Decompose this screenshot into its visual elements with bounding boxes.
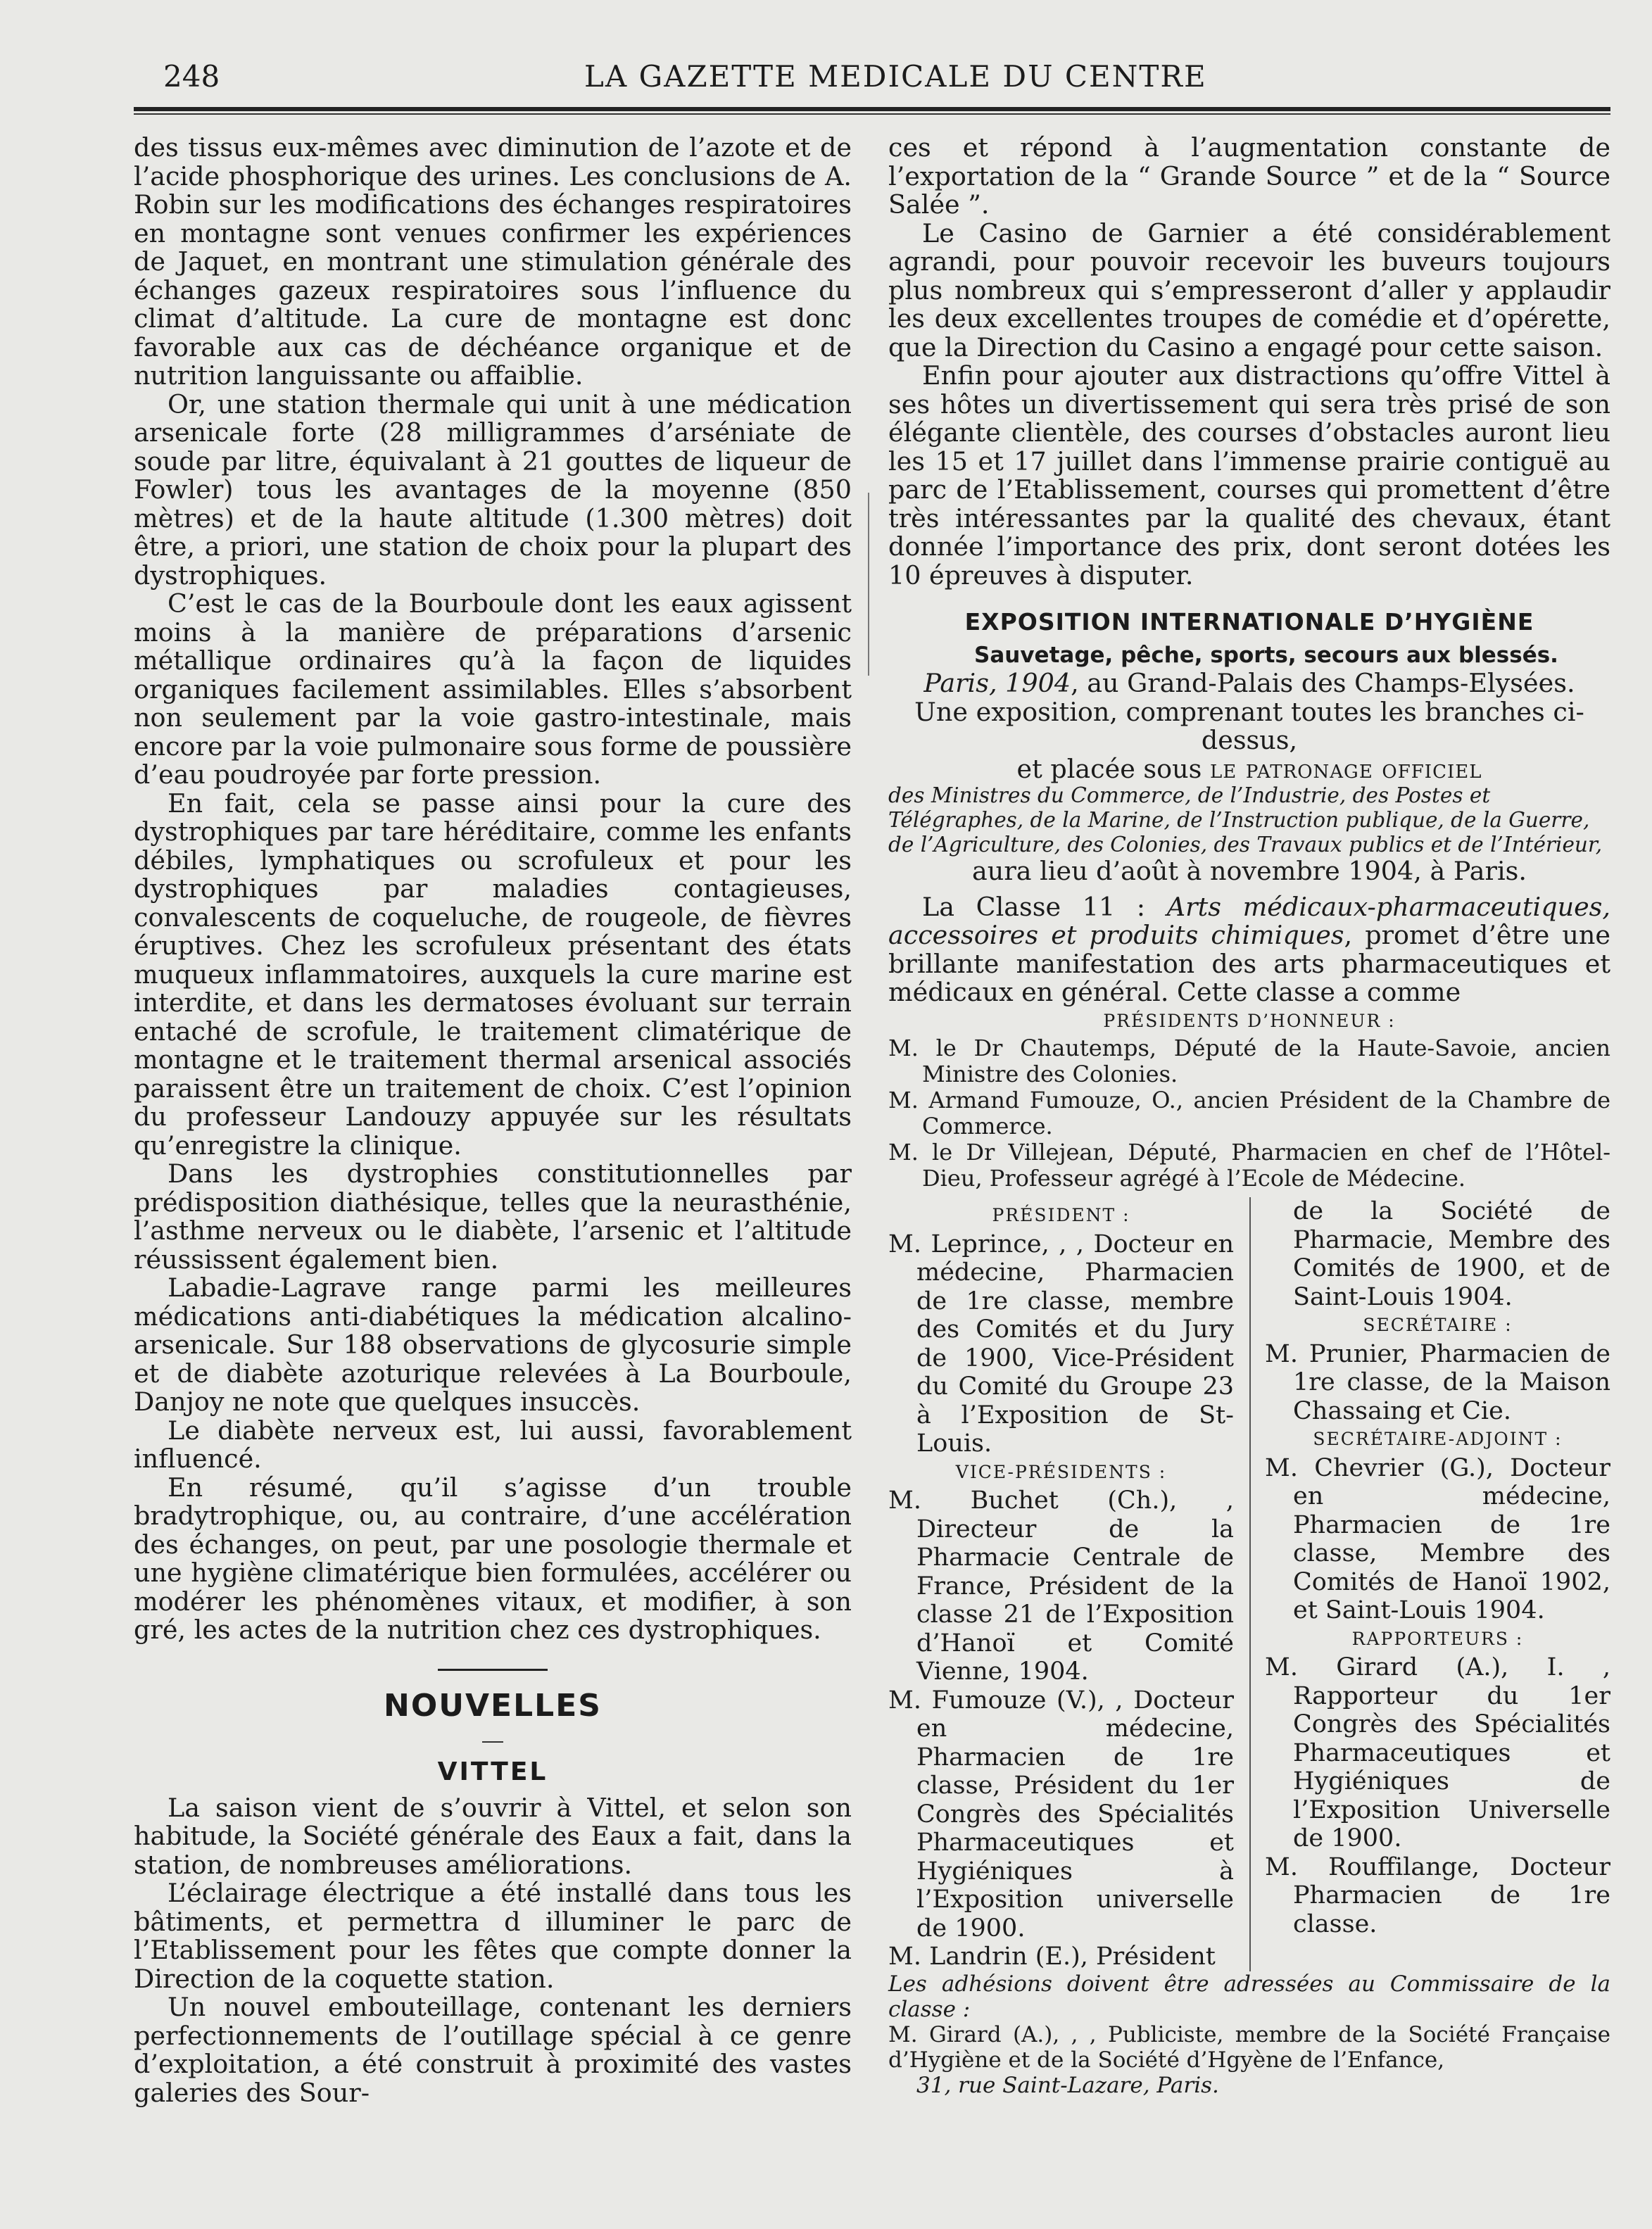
honorary-entry: M. Armand Fumouze, O., ancien Président de la Chambre de Commerce.	[888, 1087, 1610, 1139]
paragraph: Enfin pour ajouter aux distractions qu’offre Vittel à ses hôtes un divertissement qui sera très prisé de son élégante clientèle, des courses d’obstacles auront lieu les 15 et 17 juillet dans l’immense prairie contiguë au parc de l’Etablissement, courses qui promettent d’être très intéressantes par la qualité des chevaux, étant donnée l’importance des prix, dont seront dotées les 10 épreuves à disputer.	[888, 360, 1610, 591]
honorary-entry: M. le Dr Villejean, Député, Pharmacien en chef de l’Hôtel-Dieu, Professeur agrégé à l’Ecole de Médecine.	[888, 1139, 1610, 1192]
paragraph: L’éclairage électrique a été installé dans tous les bâtiments, et permettra d illuminer le parc de l’Etablissement pour les fêtes que compte donner la Direction de la coquette station.	[134, 1878, 852, 1994]
paragraph: La saison vient de s’ouvrir à Vittel, et selon son habitude, la Société générale des Eaux a fait, dans la station, de nombreuses améliorations.	[134, 1792, 852, 1880]
exposition-title: EXPOSITION INTERNATIONALE D’HYGIÈNE	[964, 608, 1534, 636]
committee-entry: M. Rouffilange, Docteur Pharmacien de 1re classe.	[1265, 1852, 1610, 1938]
adhesion-address: 31, rue Saint-Lazare, Paris.	[916, 2072, 1219, 2098]
committee-columns	[888, 1197, 1610, 1971]
section-title: NOUVELLES	[384, 1687, 602, 1724]
running-title: LA GAZETTE MEDICALE DU CENTRE	[584, 59, 1207, 94]
paragraph: des tissus eux-mêmes avec diminution de l’azote et de l’acide phosphorique des urines. Les conclusions de A. Robin sur les modifications des échanges respiratoires en montagne sont venues confirmer les expériences de Jaquet, en montrant une stimulation générale des échanges gazeux respiratoires sous l’influence du climat d’altitude. La cure de montagne est donc favorable aux cas de déchéance organique et de nutrition languissante ou affaiblie.	[134, 132, 852, 391]
committee-entry-continued: de la Société de Pharmacie, Membre des Comités de 1900, et de Saint-Louis 1904.	[1293, 1197, 1610, 1311]
column-divider	[868, 493, 869, 676]
committee-right	[1249, 1197, 1610, 1971]
committee-entry: M. Chevrier (G.), Docteur en médecine, Pharmacien de 1re classe, Membre des Comités de Hanoï 1902, et Saint-Louis 1904.	[1265, 1453, 1610, 1624]
adhesion-text: M. Girard (A.), , , Publiciste, membre de la Société Française d’Hygiène et de la Société d’Hgyène de l’Enfance,	[888, 2021, 1610, 2073]
section-separator	[438, 1669, 548, 1671]
role-heading: SECRÉTAIRE-ADJOINT :	[1313, 1429, 1563, 1449]
header-rule	[134, 107, 1610, 111]
paragraph: Or, une station thermale qui unit à une médication arsenicale forte (28 milligrammes d’arséniate de soude par litre, équivalant à 21 gouttes de liqueur de Fowler) tous les avantages de la moyenne (850 mètres) et de la haute altitude (1.300 mètres) doit être, a priori, une station de choix pour la plupart des dystrophiques.	[134, 389, 852, 591]
committee-entry: M. Prunier, Pharmacien de 1re classe, de la Maison Chassaing et Cie.	[1265, 1339, 1610, 1425]
exposition-date: aura lieu d’août à novembre 1904, à Paris.	[972, 856, 1527, 886]
page-number: 248	[163, 59, 220, 94]
left-column	[134, 134, 852, 2107]
classe-rest: , promet d’être une brillante manifestation des arts pharmaceutiques et médicaux en général. Cette classe a comme	[888, 920, 1610, 1007]
paragraph: En fait, cela se passe ainsi pour la cure des dystrophiques par tare héréditaire, comme les enfants débiles, lymphatiques ou scrofuleux et pour les dystrophiques par maladies contagieuses, convalescents de coqueluche, de rougeole, de fièvres éruptives. Chez les scrofuleux présentant des états muqueux inflammatoires, auxquels la cure marine est interdite, et dans les dermatoses évoluant sur terrain entaché de scrofule, le traitement climatérique de montagne et le traitement thermal arsenical associés paraissent être un traitement de choix. C’est l’opinion du professeur Landouzy appuyée sur les résultats qu’enregistre la clinique.	[134, 788, 852, 1161]
place-italic: Paris, 1904	[923, 668, 1071, 698]
honorary-entry: M. le Dr Chautemps, Député de la Haute-Savoie, ancien Ministre des Colonies.	[888, 1035, 1610, 1087]
role-heading: PRÉSIDENT :	[992, 1205, 1130, 1225]
committee-left	[888, 1197, 1249, 1971]
paragraph: Dans les dystrophies constitutionnelles par prédisposition diathésique, telles que la neurasthénie, l’asthme nerveux ou le diabète, l’arsenic et l’altitude réussissent également bien.	[134, 1158, 852, 1275]
paragraph: ces et répond à l’augmentation constante de l’exportation de la “ Grande Source ” et de la “ Source Salée ”.	[888, 132, 1610, 220]
committee-entry: M. Landrin (E.), Président	[888, 1943, 1216, 1971]
patronage-start: et placée sous	[1016, 753, 1210, 784]
exposition-patronage	[888, 755, 1610, 784]
committee-entry: M. Girard (A.), I. , Rapporteur du 1er Congrès des Spécialités Pharmaceutiques et Hygiéniques de l’Exposition Universelle de 1900.	[1265, 1653, 1610, 1852]
exposition-subtitle: Sauvetage, pêche, sports, secours aux blessés.	[974, 642, 1558, 668]
right-column	[888, 134, 1610, 2098]
adhesion-italic: Les adhésions doivent être adressées au Commissaire de la classe :	[888, 1971, 1610, 2022]
paragraph: Labadie-Lagrave range parmi les meilleures médications anti-diabétiques la médication alcalino-arsenicale. Sur 188 observations de glycosurie simple et de diabète azoturique relevées à La Bourboule, Danjoy ne note que quelques insuccès.	[134, 1273, 852, 1417]
title-dash	[482, 1741, 503, 1743]
paragraph: Le diabète nerveux est, lui aussi, favorablement influencé.	[134, 1415, 852, 1474]
exposition-place	[888, 669, 1610, 698]
paragraph: C’est le cas de la Bourboule dont les eaux agissent moins à la manière de préparations d’arsenic métallique ordinaires qu’à la façon de liquides organiques facilement assimilables. Elles s’absorbent non seulement par la voie gastro-intestinale, mais encore par la voie pulmonaire sous forme de poussière d’eau poudroyée par forte pression.	[134, 588, 852, 790]
ministries: des Ministres du Commerce, de l’Industrie, des Postes et Télégraphes, de la Marine, de l’Instruction publique, de la Guerre, de l’Agriculture, des Colonies, des Travaux publics et de l’Intérieur,	[888, 783, 1603, 857]
paragraph: En résumé, qu’il s’agisse d’un trouble bradytrophique, ou, au contraire, d’une accélération des échanges, on peut, par une posologie thermale et une hygiène climatérique bien formulées, accélérer ou modérer les phénomènes vitaux, et modifier, à son gré, les actes de la nutrition chez ces dystrophiques.	[134, 1472, 852, 1645]
exposition-line: Une exposition, comprenant toutes les branches ci-dessus,	[914, 696, 1584, 755]
classe-start: La Classe 11 :	[922, 891, 1167, 922]
classe-italic: Arts médicaux-pharmaceutiques, accessoires et produits chimiques	[888, 891, 1611, 950]
header-rule-thin	[134, 113, 1610, 115]
committee-entry: M. Fumouze (V.), , Docteur en médecine, Pharmacien de 1re classe, Président du 1er Congrès des Spécialités Pharmaceutiques et Hygiéniques à l’Exposition universelle de 1900.	[888, 1686, 1234, 1943]
role-heading: PRÉSIDENTS D’HONNEUR :	[1103, 1010, 1396, 1031]
committee-entry: M. Leprince, , , Docteur en médecine, Pharmacien de 1re classe, membre des Comités et du Jury de 1900, Vice-Président du Comité du Groupe 23 à l’Exposition de St-Louis.	[888, 1230, 1234, 1458]
patronage-caps: le patronage officiel	[1209, 753, 1482, 784]
role-heading: SECRÉTAIRE :	[1363, 1315, 1513, 1335]
paragraph: Un nouvel embouteillage, contenant les derniers perfectionnements de l’outillage spécial à ce genre d’exploitation, a été construit à proximité des vastes galeries des Sour-	[134, 1992, 852, 2108]
role-heading: VICE-PRÉSIDENTS :	[955, 1461, 1167, 1482]
place-rest: , au Grand-Palais des Champs-Elysées.	[1071, 668, 1575, 698]
classe-paragraph	[888, 893, 1610, 1007]
paragraph: Le Casino de Garnier a été considérablement agrandi, pour pouvoir recevoir les buveurs toujours plus nombreux qui s’empresseront d’aller y applaudir les deux excellentes troupes de comédie et d’opérette, que la Direction du Casino a engagé pour cette saison.	[888, 217, 1610, 362]
role-heading: RAPPORTEURS :	[1351, 1628, 1524, 1649]
adhesion-note	[888, 1971, 1610, 2098]
subsection-title: VITTEL	[437, 1757, 548, 1786]
committee-entry: M. Buchet (Ch.), , Directeur de la Pharmacie Centrale de France, Président de la classe 21 de l’Exposition d’Hanoï et Comité Vienne, 1904.	[888, 1486, 1234, 1686]
